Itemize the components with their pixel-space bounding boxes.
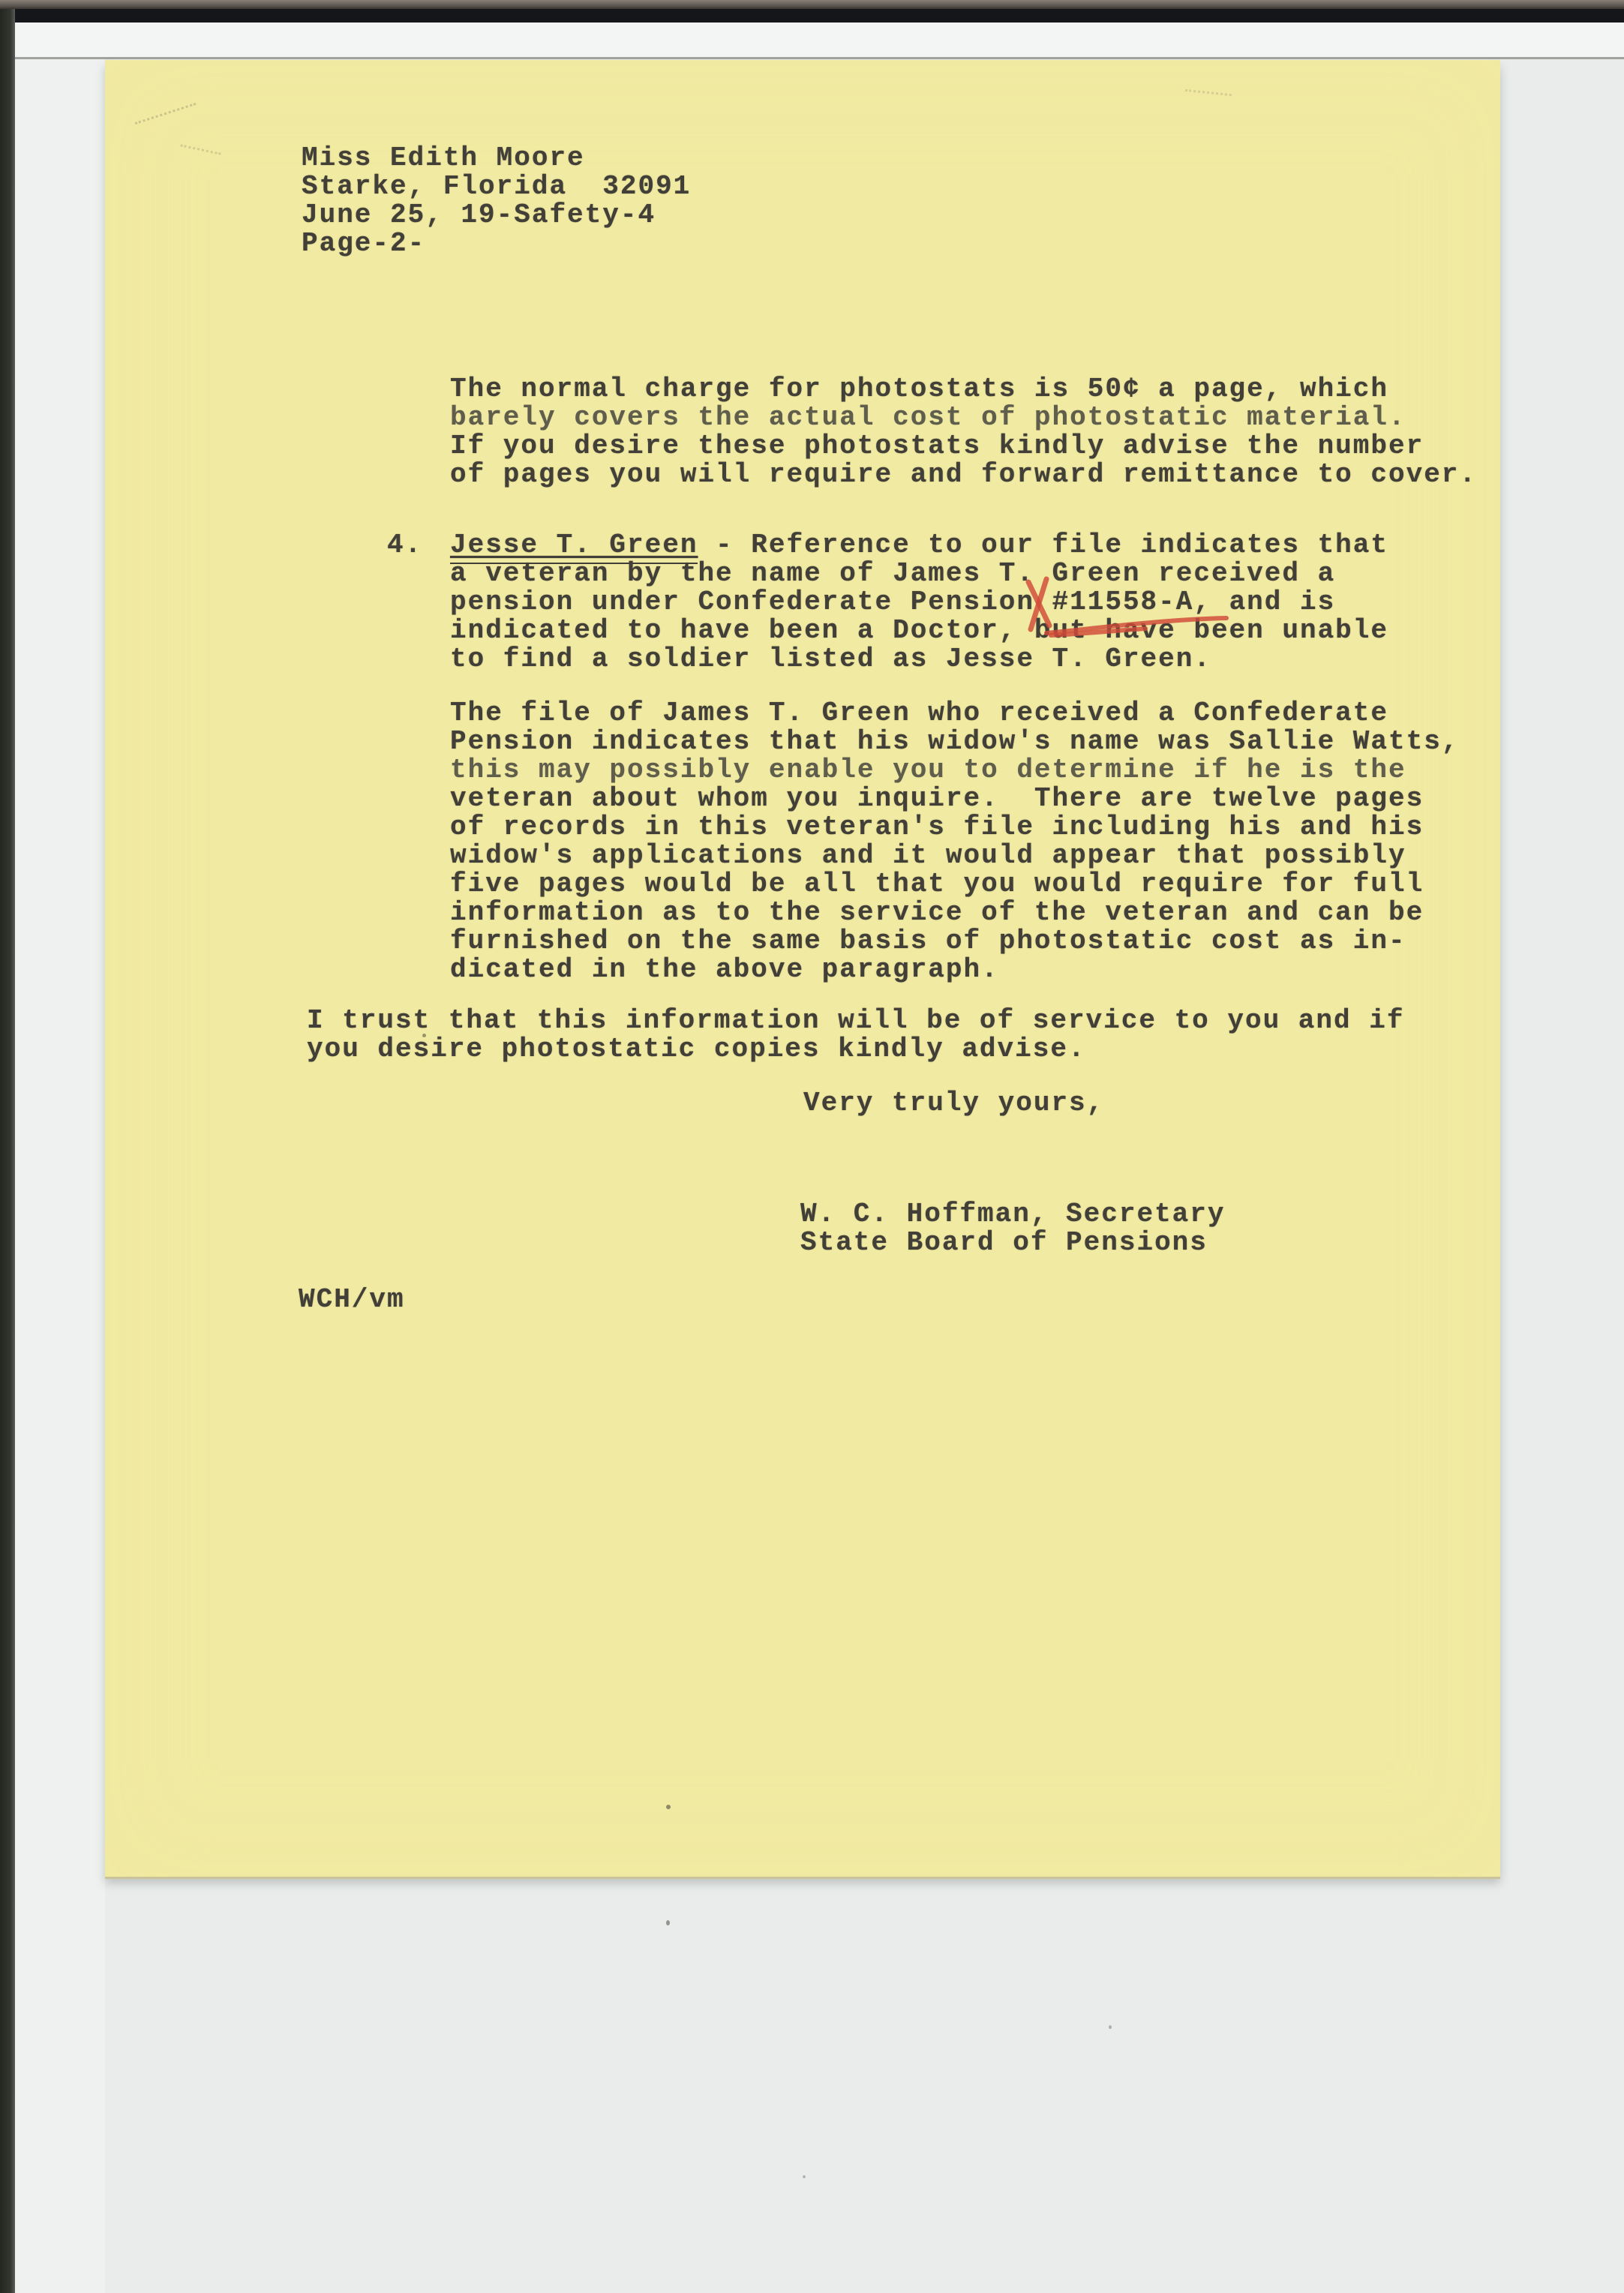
valediction	[803, 1089, 1104, 1118]
paragraph-line: veteran about whom you inquire. There are twelve pages	[450, 783, 1424, 814]
paragraph-line: a veteran by the name of James T. Green received a	[450, 558, 1336, 589]
smudge-mark	[180, 144, 221, 155]
paragraph-line: barely covers the actual cost of photostatic material.	[450, 402, 1406, 433]
paragraph-file	[450, 699, 1459, 984]
item-body	[450, 531, 1388, 674]
backing-sheet-edge-line	[15, 57, 1624, 59]
scanner-edge-top	[0, 9, 1624, 23]
paragraph-line: of records in this veteran's file including his and his	[450, 812, 1424, 842]
paragraph-line: Pension indicates that his widow's name was Sallie Watts,	[450, 726, 1460, 757]
paragraph-line-rest: - Reference to our file indicates that	[698, 530, 1388, 560]
paragraph-line: I trust that this information will be of service to you and if	[307, 1005, 1405, 1036]
paragraph-line: widow's applications and it would appear that possibly	[450, 840, 1406, 871]
letter-date: June 25, 19-Safety-4	[302, 200, 656, 230]
valediction-line: Very truly yours,	[803, 1088, 1105, 1118]
paragraph-line	[450, 531, 1388, 560]
speck	[666, 1805, 671, 1809]
signer-organization: State Board of Pensions	[800, 1227, 1208, 1258]
paragraph-line: dicated in the above paragraph.	[450, 954, 999, 985]
paragraph-line: furnished on the same basis of photostatic cost as in-	[450, 926, 1406, 956]
paragraph-line: to find a soldier listed as Jesse T. Green.	[450, 644, 1211, 674]
paragraph-line-start: pension under Confederate Pension	[450, 587, 1052, 617]
paragraph-line-end: , and is	[1193, 587, 1336, 617]
typist-initials: WCH/vm	[299, 1284, 405, 1315]
red-underline-mark	[1042, 614, 1231, 638]
paragraph-line: five pages would be all that you would require for full	[450, 869, 1424, 899]
list-item-4	[387, 531, 1388, 674]
veteran-name-underlined: Jesse T. Green	[450, 530, 698, 564]
letter-header	[302, 144, 691, 258]
item-number: 4.	[387, 530, 423, 560]
paragraph-line: The file of James T. Green who received a Confederate	[450, 698, 1388, 728]
paragraph-line: of pages you will require and forward remittance to cover.	[450, 459, 1478, 490]
paragraph-line: information as to the service of the veteran and can be	[450, 897, 1424, 928]
pension-number-annotated	[1052, 588, 1194, 617]
paragraph-trust	[307, 1007, 1404, 1064]
recipient-address: Starke, Florida 32091	[302, 171, 692, 202]
speck	[803, 2175, 806, 2178]
smudge-mark	[1185, 89, 1232, 96]
smudge-mark	[135, 103, 197, 125]
backing-sheet-band	[15, 23, 1624, 57]
speck	[1109, 2025, 1112, 2029]
paragraph-line: indicated to have been a Doctor, but have been unable	[450, 615, 1388, 646]
signature-block	[800, 1200, 1225, 1257]
recipient-name: Miss Edith Moore	[302, 143, 585, 173]
speck	[666, 1920, 670, 1925]
paragraph-line: this may possibly enable you to determine if he is the	[450, 755, 1406, 785]
paragraph-photostats	[450, 375, 1477, 489]
paragraph-line	[450, 588, 1388, 617]
paragraph-line: The normal charge for photostats is 50¢ a page, which	[450, 374, 1388, 404]
pension-number: #11558-A	[1052, 587, 1194, 617]
page-number: Page-2-	[302, 228, 426, 259]
backing-sheet-left-margin	[15, 59, 105, 2293]
paragraph-line: you desire photostatic copies kindly advise.	[307, 1034, 1086, 1064]
paragraph-line: If you desire these photostats kindly advise the number	[450, 431, 1424, 461]
scanner-edge-left	[0, 9, 15, 2293]
signer-name-title: W. C. Hoffman, Secretary	[800, 1199, 1226, 1229]
letter-paper	[105, 60, 1500, 1877]
